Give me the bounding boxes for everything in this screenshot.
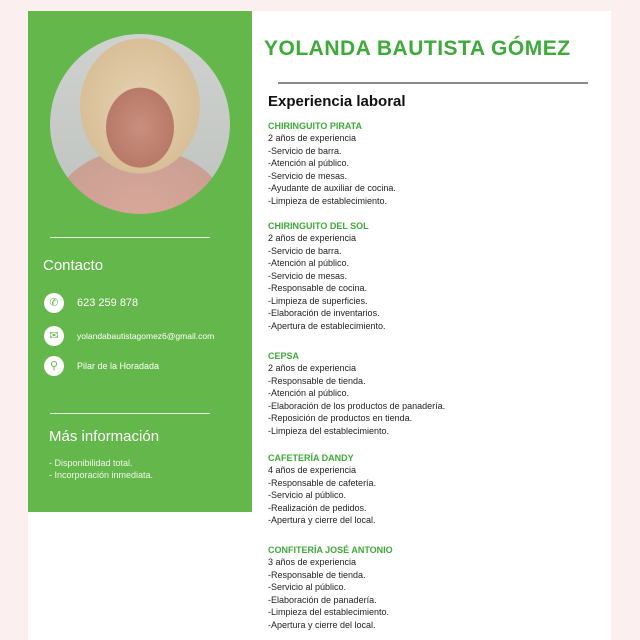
job-task: -Responsable de cafetería. — [268, 477, 377, 488]
location-pin-icon: ⚲ — [44, 356, 64, 376]
job-entry — [268, 121, 396, 207]
sidebar — [28, 11, 252, 512]
contact-location — [44, 356, 159, 376]
job-task: -Servicio de barra. — [268, 245, 342, 256]
job-company: CONFITERÍA JOSÉ ANTONIO — [268, 545, 393, 555]
more-info-heading: Más información — [49, 428, 160, 445]
job-task: -Servicio al público. — [268, 582, 347, 592]
job-task: -Elaboración de panadería. — [268, 594, 377, 605]
phone-text: 623 259 878 — [77, 297, 139, 309]
phone-icon: ✆ — [44, 293, 64, 313]
job-duration: 4 años de experiencia — [268, 465, 357, 475]
job-task: -Elaboración de inventarios. — [268, 308, 380, 318]
job-entry — [268, 545, 393, 631]
email-icon: ✉ — [44, 326, 64, 346]
job-task: -Atención al público. — [268, 158, 350, 168]
job-task: -Realización de pedidos. — [268, 502, 367, 513]
candidate-name: YOLANDA BAUTISTA GÓMEZ — [264, 37, 571, 60]
more-info-list — [49, 457, 153, 481]
more-info-item: - Disponibilidad total. — [49, 458, 133, 468]
job-task: -Limpieza del establecimiento. — [268, 607, 390, 617]
location-text: Pilar de la Horadada — [77, 361, 160, 371]
job-task: -Elaboración de los productos de panadería. — [268, 400, 446, 411]
job-task: -Responsable de tienda. — [268, 375, 366, 386]
job-task: -Limpieza del establecimiento. — [268, 425, 390, 436]
job-task: -Ayudante de auxiliar de cocina. — [268, 183, 396, 193]
email-text: yolandabautistagomez6@gmail.com — [77, 331, 215, 341]
job-task: -Servicio de barra. — [268, 145, 342, 156]
job-task: -Limpieza de superficies. — [268, 295, 368, 306]
job-duration: 3 años de experiencia — [268, 557, 357, 567]
contact-heading: Contacto — [43, 257, 104, 274]
resume-page — [28, 11, 611, 640]
job-task: -Apertura y cierre del local. — [268, 515, 376, 525]
job-company: CAFETERÍA DANDY — [268, 453, 354, 463]
job-entry — [268, 351, 445, 437]
profile-photo — [50, 34, 230, 214]
job-company: CEPSA — [268, 351, 300, 361]
job-task: -Limpieza de establecimiento. — [268, 195, 388, 206]
job-duration: 2 años de experiencia — [268, 133, 357, 143]
more-info-item: - Incorporación inmediata. — [49, 470, 154, 480]
job-task: -Servicio de mesas. — [268, 270, 348, 281]
contact-email — [44, 326, 214, 346]
job-task: -Apertura y cierre del local. — [268, 619, 376, 630]
experience-heading: Experiencia laboral — [268, 93, 406, 110]
job-duration: 2 años de experiencia — [268, 363, 357, 373]
job-entry — [268, 453, 376, 527]
job-entry — [268, 221, 386, 332]
name-divider — [278, 82, 588, 84]
sidebar-divider-top — [50, 237, 210, 238]
job-task: -Servicio al público. — [268, 490, 347, 500]
job-task: -Responsable de cocina. — [268, 283, 368, 293]
job-task: -Apertura de establecimiento. — [268, 320, 386, 331]
contact-phone — [44, 293, 138, 313]
job-task: -Responsable de tienda. — [268, 569, 366, 580]
sidebar-divider-bottom — [50, 413, 210, 414]
job-task: -Atención al público. — [268, 388, 350, 398]
job-task: -Servicio de mesas. — [268, 170, 348, 181]
job-company: CHIRINGUITO PIRATA — [268, 121, 362, 131]
job-task: -Reposición de productos en tienda. — [268, 413, 413, 423]
job-duration: 2 años de experiencia — [268, 233, 357, 243]
job-task: -Atención al público. — [268, 258, 350, 268]
job-company: CHIRINGUITO DEL SOL — [268, 221, 369, 231]
